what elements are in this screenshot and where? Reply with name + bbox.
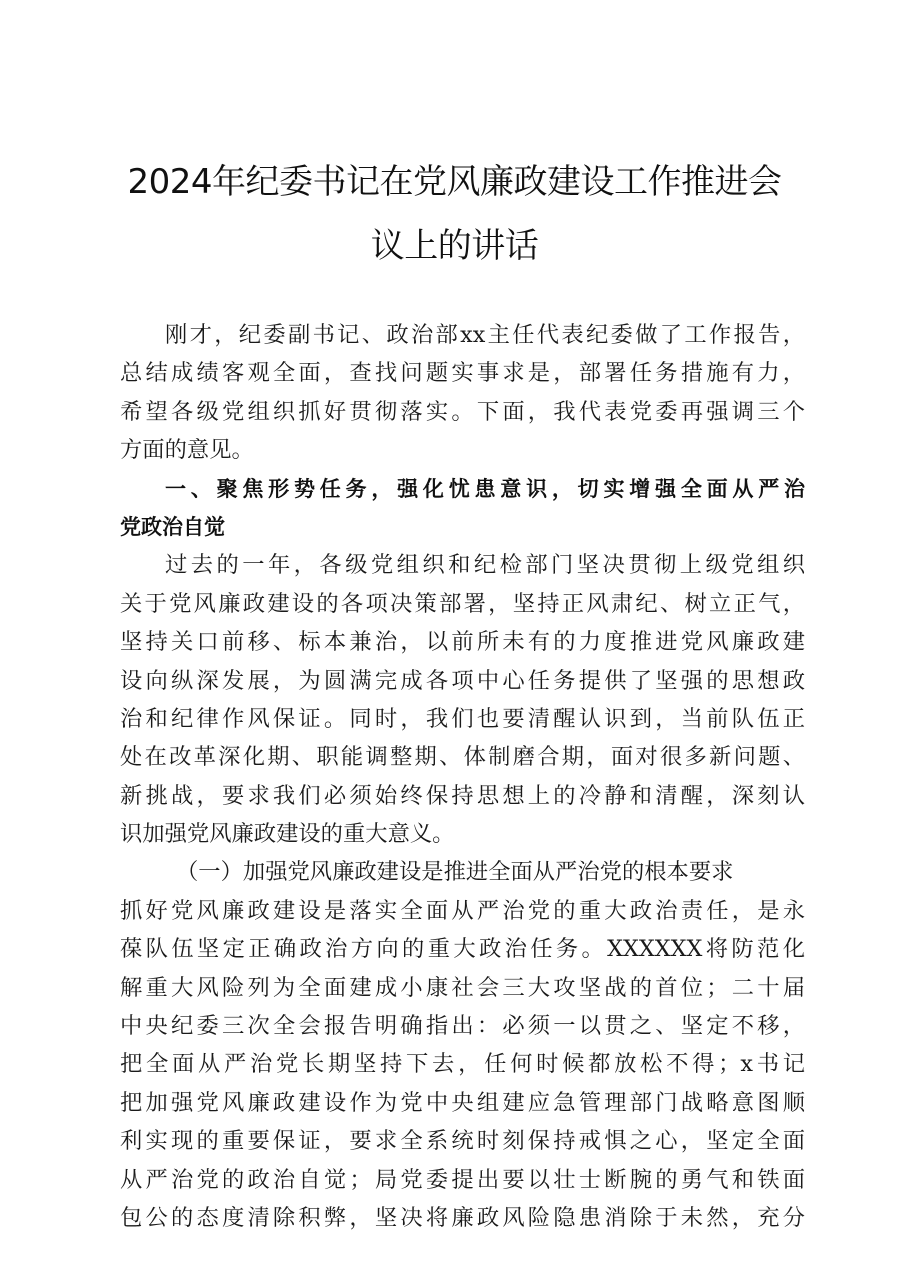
text-line: 识加强党风廉政建设的重大意义。 xyxy=(120,821,455,848)
text-line: 方面的意见。 xyxy=(120,437,254,464)
document-body xyxy=(120,316,805,1237)
paragraph-requirement xyxy=(120,892,805,1238)
text-line: 从严治党的政治自觉；局党委提出要以壮士断腕的勇气和铁面 xyxy=(120,1166,805,1193)
text-line: 解重大风险列为全面建成小康社会三大攻坚战的首位；二十届 xyxy=(120,974,805,1001)
text-line: 过去的一年，各级党组织和纪检部门坚决贯彻上级党组织 xyxy=(165,552,805,579)
text-line: 总结成绩客观全面，查找问题实事求是，部署任务措施有力， xyxy=(120,360,805,387)
text-line: 把加强党风廉政建设作为党中央组建应急管理部门战略意图顺 xyxy=(120,1089,805,1116)
document-title xyxy=(100,150,809,278)
text-line: 包公的态度清除积弊，坚决将廉政风险隐患消除于未然，充分 xyxy=(120,1204,805,1231)
paragraph-situation xyxy=(120,546,805,853)
text-line: 新挑战，要求我们必须始终保持思想上的冷静和清醒，深刻认 xyxy=(120,782,805,809)
paragraph-intro xyxy=(120,316,805,470)
heading-line: 党政治自觉 xyxy=(120,514,225,539)
text-line: 中央纪委三次全会报告明确指出：必须一以贯之、坚定不移， xyxy=(120,1013,805,1040)
text-line: 关于党风廉政建设的各项决策部署，坚持正风肃纪、树立正气， xyxy=(120,590,805,617)
subheading-line: （一）加强党风廉政建设是推进全面从严治党的根本要求 xyxy=(176,859,734,886)
text-line: 利实现的重要保证，要求全系统时刻保持戒惧之心，坚定全面 xyxy=(120,1128,805,1155)
text-line: 把全面从严治党长期坚持下去，任何时候都放松不得；x书记 xyxy=(120,1051,805,1078)
text-line: 设向纵深发展，为圆满完成各项中心任务提供了坚强的思想政 xyxy=(120,667,805,694)
section-heading-1 xyxy=(120,470,805,547)
subsection-heading-1 xyxy=(120,853,805,891)
title-line: 2024年纪委书记在党风廉政建设工作推进会 xyxy=(127,162,782,202)
text-line: 葆队伍坚定正确政治方向的重大政治任务。XXXXXX将防范化 xyxy=(120,936,805,963)
text-line: 刚才，纪委副书记、政治部xx主任代表纪委做了工作报告， xyxy=(165,322,805,348)
text-line: 治和纪律作风保证。同时，我们也要清醒认识到，当前队伍正 xyxy=(120,705,805,732)
text-line: 抓好党风廉政建设是落实全面从严治党的重大政治责任，是永 xyxy=(120,897,805,924)
text-line: 希望各级党组织抓好贯彻落实。下面，我代表党委再强调三个 xyxy=(120,398,805,425)
text-line: 坚持关口前移、标本兼治，以前所未有的力度推进党风廉政建 xyxy=(120,629,805,656)
heading-line: 一、聚焦形势任务，强化忧患意识，切实增强全面从严治 xyxy=(165,476,805,501)
title-line: 议上的讲话 xyxy=(370,226,539,266)
text-line: 处在改革深化期、职能调整期、体制磨合期，面对很多新问题、 xyxy=(120,744,805,771)
